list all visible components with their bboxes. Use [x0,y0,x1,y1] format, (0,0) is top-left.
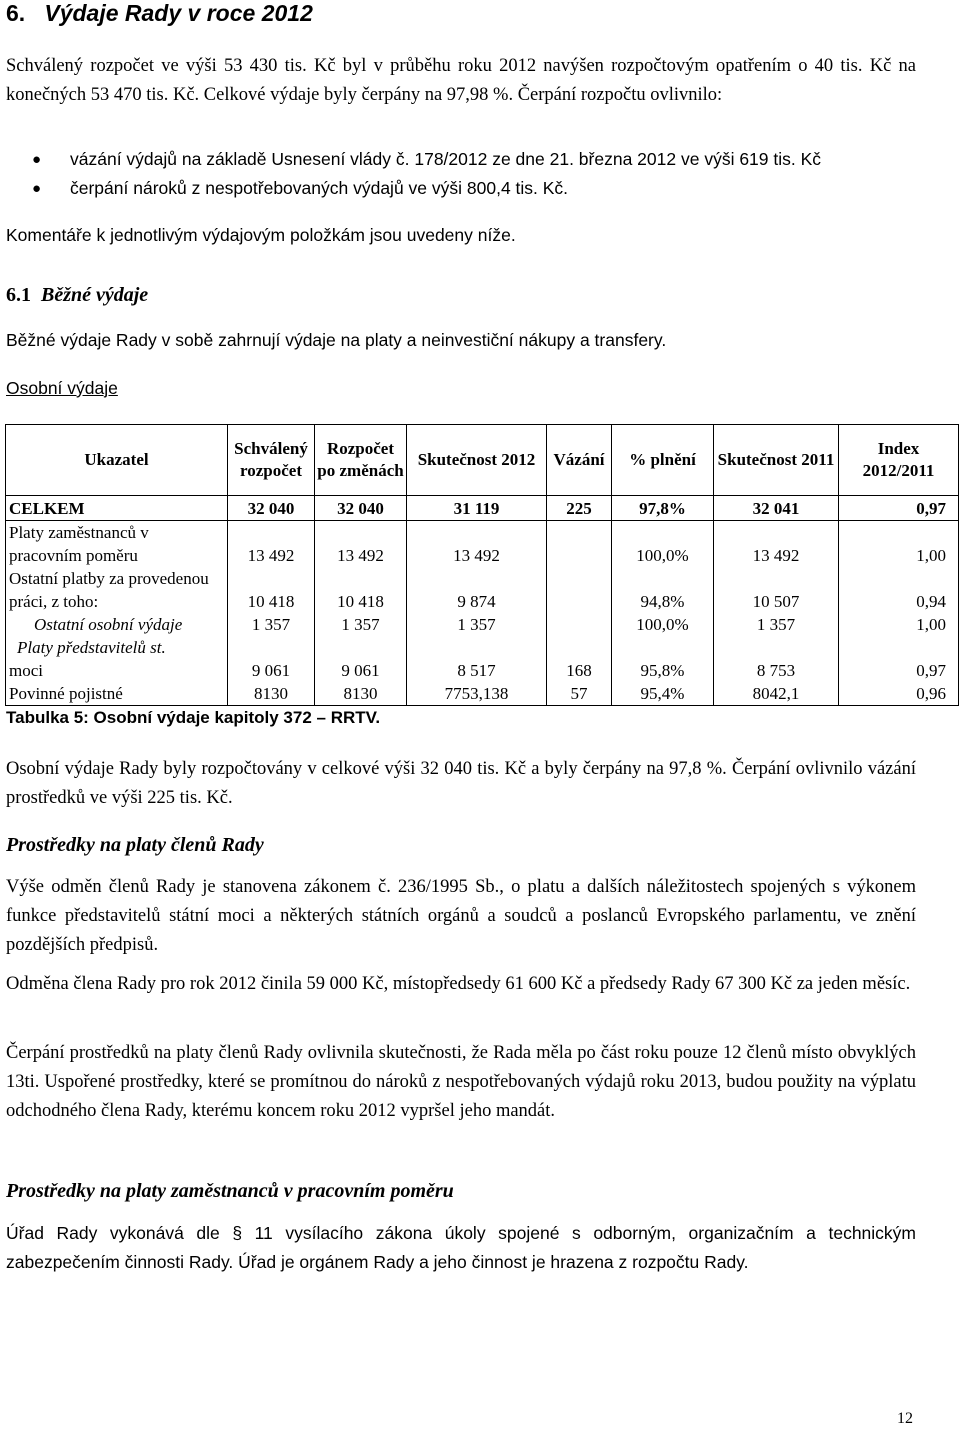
table-header-row [6,425,959,496]
table-cell: 100,0% [612,521,714,568]
page-number: 12 [897,1410,913,1427]
bullet-icon: ● [32,180,42,197]
table-cell: 1 357 [228,613,315,636]
row-label: Ostatní osobní výdaje [6,613,228,636]
table-cell: 57 [547,682,612,706]
table-cell: 95,4% [612,682,714,706]
row-label-italic: Platy představitelů st. [17,638,166,657]
bullet-text: vázání výdajů na základě Usnesení vlády č. 178/2012 ze dne 21. března 2012 ve výši 619 tis. Kč [70,149,822,169]
header-cell: Vázání [547,425,612,496]
table-cell: 1,00 [839,521,959,568]
table-cell: 8130 [315,682,407,706]
table-cell: 9 874 [407,567,547,613]
header-cell: Skutečnost 2012 [407,425,547,496]
personal-expenses-heading: Osobní výdaje [6,378,118,398]
bullet-item [6,174,916,203]
table-cell [547,521,612,568]
members-paragraph-1: Výše odměn členů Rady je stanovena zákonem č. 236/1995 Sb., o platu a dalších náležitostech spojených s výkonem funkce představitelů státní moci a některých státních orgánů a soudců a poslanců Evropského parlamentu, ve znění pozdějších předpisů. [6,877,916,955]
table-cell: 32 041 [714,496,839,521]
table-cell: 13 492 [228,521,315,568]
table-cell: 1,00 [839,613,959,636]
header-cell: Index 2012/2011 [839,425,959,496]
table-cell: 0,97 [839,496,959,521]
bullet-item [6,145,916,174]
table-cell: 1 357 [714,613,839,636]
table-caption: Tabulka 5: Osobní výdaje kapitoly 372 – RRTV. [6,708,381,727]
row-label-rest: moci [9,661,43,680]
table-cell: 32 040 [228,496,315,521]
row-label: Platy zaměstnanců v pracovním poměru [6,521,228,568]
intro-paragraph: Schválený rozpočet ve výši 53 430 tis. Kč byl v průběhu roku 2012 navýšen rozpočtovým opatřením o 40 tis. Kč na konečných 53 470 tis. Kč. Celkové výdaje byly čerpány na 97,98 %. Čerpání rozpočtu ovlivnilo: [6,56,916,105]
section-number: 6. [6,0,26,26]
section-title: Výdaje Rady v roce 2012 [44,0,313,26]
table-cell: 13 492 [714,521,839,568]
employees-salaries-heading: Prostředky na platy zaměstnanců v pracovním poměru [6,1180,454,1202]
subsection-heading [6,284,148,307]
header-cell: Schválený rozpočet [228,425,315,496]
table-row [6,613,959,636]
table-row [6,496,959,521]
members-paragraph-3: Čerpání prostředků na platy členů Rady ovlivnila skutečnosti, že Rada měla po část roku pouze 12 členů místo obvyklých 13ti. Uspořené prostředky, které se promítnou do nároků z nespotřebovaných výdajů roku 2013, budou použity na výplatu odchodného člena Rady, kterému koncem roku 2012 vypršel jeho mandát. [6,1043,916,1121]
table-cell: 94,8% [612,567,714,613]
table-cell: 9 061 [315,636,407,682]
table-cell: 13 492 [315,521,407,568]
row-label [6,636,228,682]
table-cell: 168 [547,636,612,682]
members-salaries-heading: Prostředky na platy členů Rady [6,834,264,856]
table-cell: 10 418 [315,567,407,613]
comment-line: Komentáře k jednotlivým výdajovým položkám jsou uvedeny níže. [6,225,516,245]
table-cell: 31 119 [407,496,547,521]
header-cell: Ukazatel [6,425,228,496]
table-cell: 32 040 [315,496,407,521]
table-cell: 97,8% [612,496,714,521]
table-cell: 8 753 [714,636,839,682]
table-cell: 8042,1 [714,682,839,706]
table-cell: 100,0% [612,613,714,636]
table-row [6,682,959,706]
table-row [6,567,959,613]
table-cell: 10 507 [714,567,839,613]
members-paragraph-2: Odměna člena Rady pro rok 2012 činila 59 000 Kč, místopředsedy 61 600 Kč a předsedy Rady 67 300 Kč za jeden měsíc. [6,974,911,994]
header-cell: Rozpočet po změnách [315,425,407,496]
section-heading [6,0,313,27]
table-cell: 1 357 [407,613,547,636]
table-cell: 10 418 [228,567,315,613]
row-label: CELKEM [6,496,228,521]
row-label: Povinné pojistné [6,682,228,706]
header-cell: % plnění [612,425,714,496]
running-expenses-text: Běžné výdaje Rady v sobě zahrnují výdaje na platy a neinvestiční nákupy a transfery. [6,330,667,350]
personal-heading-wrap [6,374,916,403]
table-cell: 8 517 [407,636,547,682]
header-cell: Skutečnost 2011 [714,425,839,496]
personal-expenses-table [5,424,959,706]
table-cell [547,613,612,636]
table-cell: 0,96 [839,682,959,706]
table-row [6,521,959,568]
subsection-number: 6.1 [6,284,31,306]
personal-expenses-paragraph: Osobní výdaje Rady byly rozpočtovány v celkové výši 32 040 tis. Kč a byly čerpány na 97,8 %. Čerpání ovlivnilo vázání prostředků ve výši 225 tis. Kč. [6,759,916,808]
bullet-text: čerpání nároků z nespotřebovaných výdajů ve výši 800,4 tis. Kč. [70,178,569,198]
table-cell: 8130 [228,682,315,706]
employees-paragraph: Úřad Rady vykonává dle § 11 vysílacího zákona úkoly spojené s odborným, organizačním a technickým zabezpečením činnosti Rady. Úřad je orgánem Rady a jeho činnost je hrazena z rozpočtu Rady. [6,1223,916,1272]
table-cell: 225 [547,496,612,521]
table-cell [547,567,612,613]
table-row [6,636,959,682]
row-label: Ostatní platby za provedenou práci, z toho: [6,567,228,613]
table-cell: 13 492 [407,521,547,568]
table-cell: 7753,138 [407,682,547,706]
table-cell: 0,94 [839,567,959,613]
table-cell: 9 061 [228,636,315,682]
table-cell: 1 357 [315,613,407,636]
subsection-title: Běžné výdaje [41,284,149,306]
table-cell: 0,97 [839,636,959,682]
bullet-icon: ● [32,151,42,168]
table-cell: 95,8% [612,636,714,682]
